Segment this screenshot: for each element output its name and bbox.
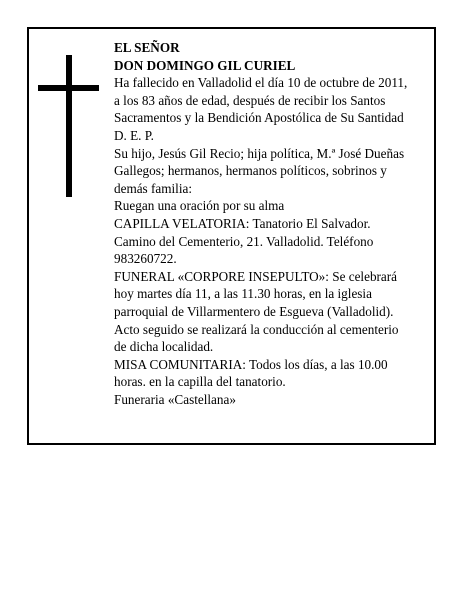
cross-horizontal-bar [38, 85, 99, 91]
body-line: a los 83 años de edad, después de recibir los Santos [114, 92, 386, 108]
body-line: CAPILLA VELATORIA: Tanatorio El Salvador. [114, 215, 371, 231]
body-line: demás familia: [114, 180, 192, 196]
body-line: Ruegan una oración por su alma [114, 198, 285, 214]
body-line: Funeraria «Castellana» [114, 391, 236, 407]
body-line: D. E. P. [114, 127, 154, 143]
body-line: FUNERAL «CORPORE INSEPULTO»: Se celebrará [114, 268, 398, 284]
deceased-name: DON DOMINGO GIL CURIEL [114, 57, 296, 73]
body-line: horas. en la capilla del tanatorio. [114, 374, 286, 390]
body-line: Sacramentos y la Bendición Apostólica de Su Santidad [114, 110, 404, 126]
body-line: parroquial de Villarmentero de Esgueva (Valladolid). [114, 303, 394, 319]
body-line: Camino del Cementerio, 21. Valladolid. Teléfono [114, 233, 374, 249]
body-line: hoy martes día 11, a las 11.30 horas, en la iglesia [114, 286, 372, 302]
cross-vertical-bar [66, 55, 72, 197]
title-line: EL SEÑOR [114, 40, 180, 55]
body-line: de dicha localidad. [114, 339, 214, 355]
body-line: Su hijo, Jesús Gil Recio; hija política, M.ª José Dueñas [114, 145, 405, 161]
body-line: Ha fallecido en Valladolid el día 10 de octubre de 2011, [114, 75, 408, 91]
body-line: MISA COMUNITARIA: Todos los días, a las 10.00 [114, 356, 388, 372]
cross-icon [38, 55, 99, 197]
obituary-text [114, 39, 426, 408]
body-line: Acto seguido se realizará la conducción al cementerio [114, 321, 399, 337]
body-line: 983260722. [114, 251, 177, 267]
body-line: Gallegos; hermanos, hermanos políticos, sobrinos y [114, 163, 387, 179]
